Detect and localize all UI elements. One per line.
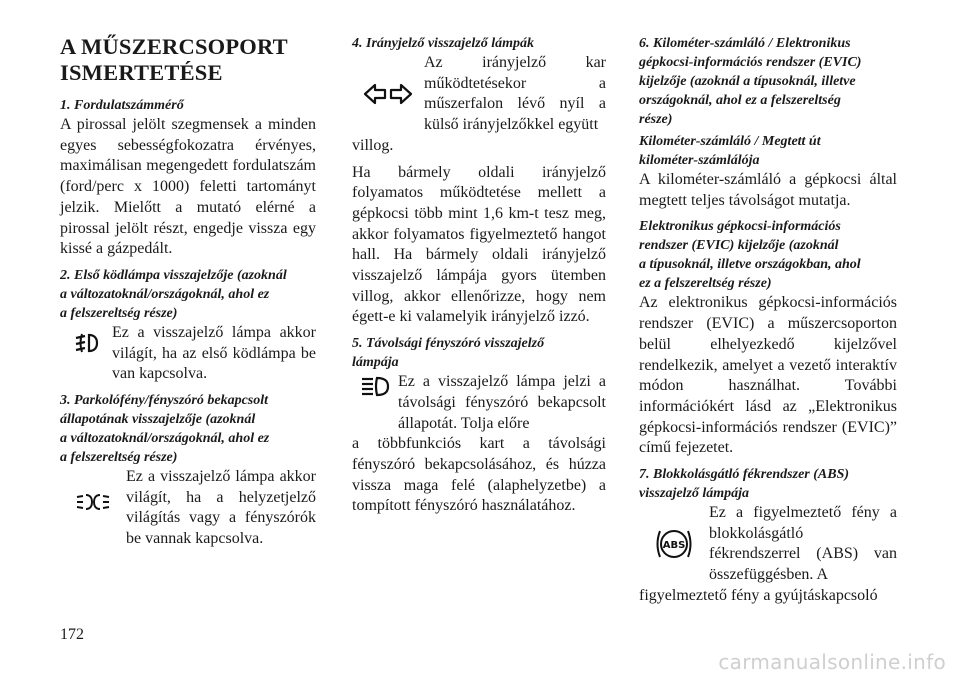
- odometer-heading: Kilométer-számláló / Megtett út kilométer-számlálója: [639, 134, 821, 168]
- section-7-heading: 7. Blokkolásgátló fékrendszer (ABS) visszajelző lámpája: [639, 467, 850, 502]
- section-3-heading: 3. Parkolófény/fényszóró bekapcsolt állapotának visszajelzője (azoknál a változatoknál/országoknál, ahol ez a felszereltség része): [60, 393, 270, 466]
- section-5-body-right: Ez a visszajelző lámpa jelzi a távolsági fényszóró bekapcsolt állapotát. Tolja előre: [398, 373, 606, 432]
- section-1-body: A pirossal jelölt szegmensek a minden egyes sebességfokozatra érvényes, maximálisan megengedett fordulatszám (ford/perc x 1000) feletti tartományt jelzik. Mielőtt a mutató elérné a pirossal jelölt részt, engedje vissza egy kissé a gázpedált.: [60, 116, 316, 258]
- section-2-body: Ez a visszajelző lámpa akkor világít, ha az első ködlámpa be van kapcsolva.: [112, 323, 316, 383]
- section-2-row: [60, 323, 316, 385]
- section-7-body-cont: figyelmeztető fény a gyújtáskapcsoló: [639, 586, 878, 604]
- section-6-heading: 6. Kilométer-számláló / Elektronikus gépkocsi-információs rendszer (EVIC) kijelzője (azoknál a típusoknál, illetve országoknál, ahol ez a felszereltség része): [639, 36, 862, 127]
- section-5-heading: 5. Távolsági fényszóró visszajelző lámpája: [352, 336, 545, 371]
- section-4-body-right: Az irányjelző kar működtetésekor a műszerfalon lévő nyíl a külső irányjelzőkkel együtt: [424, 54, 606, 134]
- section-4-row: [352, 53, 606, 136]
- section-1-heading: 1. Fordulatszámmérő: [60, 98, 184, 113]
- section-7-body-right: Ez a figyelmeztető fény a blokkolásgátló fékrendszerrel (ABS) van összefüggésben. A: [709, 504, 897, 584]
- column-2: [352, 34, 606, 517]
- column-1: [60, 34, 316, 550]
- section-4-body-cont: villog.: [352, 136, 394, 154]
- abs-warning-icon: [639, 503, 709, 585]
- evic-heading: Elektronikus gépkocsi-információs rendszer (EVIC) kijelzője (azoknál a típusoknál, illetve országokban, ahol ez a felszereltség része): [639, 219, 861, 292]
- high-beam-icon: [352, 372, 398, 402]
- evic-body: Az elektronikus gépkocsi-információs rendszer (EVIC) a műszercsoporton belül elhelyezkedő kijelzővel rendelkezik, amelyet a vezető interaktív módon használhat. További információkért lásd az „Elektronikus gépkocsi-információs rendszer (EVIC)” című fejezetet.: [639, 294, 897, 457]
- svg-text:ABS: ABS: [662, 540, 686, 552]
- section-3-row: [60, 467, 316, 550]
- section-7-row: [639, 503, 897, 586]
- section-4-para-2: Ha bármely oldali irányjelző folyamatos működtetése mellett a gépkocsi több mint 1,6 km-t tesz meg, akkor folyamatos figyelmeztető hangot hall. Ha bármely oldali irányjelző visszajelző lámpája gyors ütemben villog, akkor ellenőrizze, hogy nem égett-e ki valamelyik irányjelző izzó.: [352, 163, 606, 326]
- section-5-body-cont: a többfunkciós kart a távolsági fényszóró bekapcsolásához, és húzza vissza maga felé (alaphelyzetbe) a tompított fényszóró használatához.: [352, 435, 606, 515]
- parking-light-icon: [60, 467, 126, 537]
- section-5-row: [352, 372, 606, 434]
- page-number: 172: [60, 626, 84, 643]
- section-3-body: Ez a visszajelző lámpa akkor világít, ha a helyzetjelző világítás vagy a fényszórók be vannak kapcsolva.: [126, 468, 316, 548]
- section-2-heading: 2. Első ködlámpa visszajelzője (azoknál a változatoknál/országoknál, ahol ez a felszereltség része): [60, 267, 287, 321]
- section-4-heading: 4. Irányjelző visszajelző lámpák: [352, 36, 535, 51]
- odometer-body: A kilométer-számláló a gépkocsi által megtett teljes távolságot mutatja.: [639, 171, 897, 209]
- column-3: [639, 34, 897, 607]
- front-fog-lamp-icon: [60, 323, 112, 363]
- watermark: carmanualsonline.info: [718, 650, 946, 674]
- turn-signal-arrows-icon: [352, 53, 424, 135]
- page-title: A MŰSZERCSOPORT ISMERTETÉSE: [60, 34, 288, 85]
